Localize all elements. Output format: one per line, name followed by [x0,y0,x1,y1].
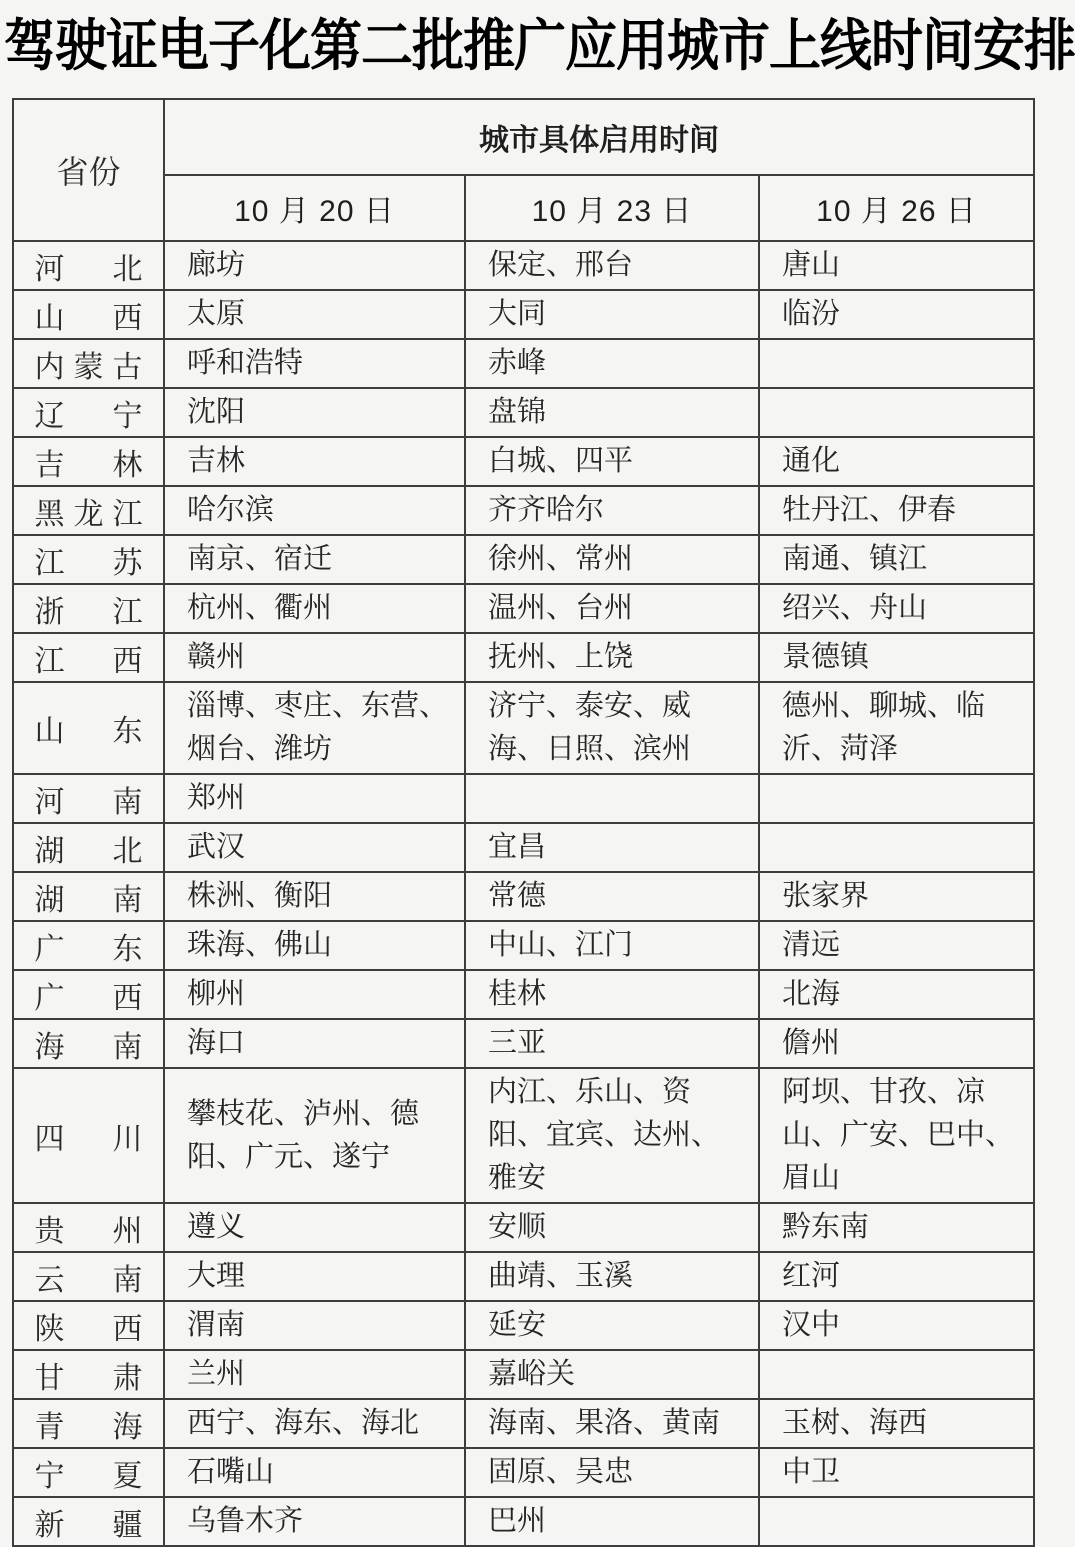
table-row-shaanxi [13,1301,1034,1350]
province-name: 湖北 [34,834,143,868]
cities-oct20-cell: 攀枝花、泸州、德阳、广元、遂宁 [164,1068,465,1203]
province-cell [13,1448,164,1497]
cities-oct20-cell: 株洲、衡阳 [164,872,465,921]
header-row-1 [13,99,1034,175]
cities-oct26-cell: 北海 [759,970,1034,1019]
table-row-guizhou [13,1203,1034,1252]
province-name: 江西 [34,644,143,678]
cities-oct20-cell: 石嘴山 [164,1448,465,1497]
table-row-henan [13,774,1034,823]
province-cell [13,535,164,584]
cities-oct26-cell: 汉中 [759,1301,1034,1350]
province-cell [13,584,164,633]
table-row-hubei [13,823,1034,872]
table-row-neimenggu [13,339,1034,388]
table-row-jilin [13,437,1034,486]
cities-oct23-cell: 齐齐哈尔 [465,486,759,535]
table-row-heilongjiang [13,486,1034,535]
table-row-liaoning [13,388,1034,437]
province-name: 浙江 [34,595,143,629]
province-name: 河北 [34,252,143,286]
table-row-hebei [13,241,1034,290]
cities-oct26-cell [759,774,1034,823]
table-row-hainan [13,1019,1034,1068]
cities-oct26-cell [759,823,1034,872]
province-cell [13,339,164,388]
table-row-sichuan [13,1068,1034,1203]
province-cell [13,1399,164,1448]
cities-oct26-cell [759,339,1034,388]
table-row-hunan [13,872,1034,921]
cities-oct23-cell: 白城、四平 [465,437,759,486]
cities-oct26-cell: 张家界 [759,872,1034,921]
date-header-oct20: 10 月 20 日 [164,175,465,241]
cities-oct20-cell: 兰州 [164,1350,465,1399]
rollout-schedule-table [12,98,1035,1547]
province-cell [13,823,164,872]
cities-oct20-cell: 遵义 [164,1203,465,1252]
cities-oct20-cell: 呼和浩特 [164,339,465,388]
province-cell [13,872,164,921]
cities-oct23-cell [465,774,759,823]
table-row-jiangsu [13,535,1034,584]
province-cell [13,1252,164,1301]
province-name: 内蒙古 [34,350,143,384]
cities-oct26-cell [759,1350,1034,1399]
cities-oct20-cell: 沈阳 [164,388,465,437]
cities-oct23-cell: 巴州 [465,1497,759,1546]
cities-oct23-cell: 安顺 [465,1203,759,1252]
cities-oct26-cell: 通化 [759,437,1034,486]
province-name: 甘肃 [34,1361,143,1395]
province-name: 四川 [34,1122,143,1156]
cities-oct26-cell: 绍兴、舟山 [759,584,1034,633]
cities-oct23-cell: 盘锦 [465,388,759,437]
cities-oct26-cell: 德州、聊城、临沂、菏泽 [759,682,1034,774]
cities-oct26-cell: 中卫 [759,1448,1034,1497]
province-name: 山西 [34,301,143,335]
province-cell [13,1301,164,1350]
province-cell [13,486,164,535]
province-cell [13,241,164,290]
province-cell [13,970,164,1019]
cities-oct20-cell: 太原 [164,290,465,339]
cities-oct23-cell: 海南、果洛、黄南 [465,1399,759,1448]
page-title: 驾驶证电子化第二批推广应用城市上线时间安排 [4,16,1075,78]
table-row-gansu [13,1350,1034,1399]
cities-oct20-cell: 淄博、枣庄、东营、烟台、潍坊 [164,682,465,774]
province-name: 新疆 [34,1508,143,1542]
province-name: 广东 [34,932,143,966]
cities-oct23-cell: 温州、台州 [465,584,759,633]
cities-oct23-cell: 内江、乐山、资阳、宜宾、达州、雅安 [465,1068,759,1203]
province-name: 陕西 [34,1312,143,1346]
cities-oct20-cell: 西宁、海东、海北 [164,1399,465,1448]
province-cell [13,290,164,339]
province-name: 江苏 [34,546,143,580]
cities-oct20-cell: 廊坊 [164,241,465,290]
cities-oct20-cell: 哈尔滨 [164,486,465,535]
table-row-shandong [13,682,1034,774]
cities-oct26-cell: 临汾 [759,290,1034,339]
table-row-zhejiang [13,584,1034,633]
cities-oct26-cell: 景德镇 [759,633,1034,682]
cities-oct20-cell: 南京、宿迁 [164,535,465,584]
cities-oct26-cell: 清远 [759,921,1034,970]
province-name: 青海 [34,1410,143,1444]
cities-oct20-cell: 乌鲁木齐 [164,1497,465,1546]
group-column-header: 城市具体启用时间 [164,99,1034,175]
province-cell [13,921,164,970]
date-header-oct26: 10 月 26 日 [759,175,1034,241]
cities-oct20-cell: 大理 [164,1252,465,1301]
cities-oct23-cell: 三亚 [465,1019,759,1068]
cities-oct20-cell: 赣州 [164,633,465,682]
province-cell [13,682,164,774]
province-cell [13,633,164,682]
cities-oct23-cell: 中山、江门 [465,921,759,970]
province-cell [13,1019,164,1068]
province-name: 宁夏 [34,1459,143,1493]
date-header-oct23: 10 月 23 日 [465,175,759,241]
province-name: 吉林 [34,448,143,482]
cities-oct26-cell: 牡丹江、伊春 [759,486,1034,535]
cities-oct20-cell: 吉林 [164,437,465,486]
cities-oct23-cell: 固原、吴忠 [465,1448,759,1497]
cities-oct23-cell: 保定、邢台 [465,241,759,290]
cities-oct20-cell: 郑州 [164,774,465,823]
cities-oct23-cell: 延安 [465,1301,759,1350]
province-cell [13,388,164,437]
cities-oct23-cell: 宜昌 [465,823,759,872]
cities-oct20-cell: 海口 [164,1019,465,1068]
province-column-header: 省份 [13,99,164,241]
table-row-jiangxi [13,633,1034,682]
province-name: 山东 [34,715,143,748]
cities-oct20-cell: 杭州、衢州 [164,584,465,633]
table-row-xinjiang [13,1497,1034,1546]
cities-oct20-cell: 武汉 [164,823,465,872]
cities-oct26-cell: 唐山 [759,241,1034,290]
province-name: 贵州 [34,1214,143,1248]
province-name: 湖南 [34,883,143,917]
table-row-guangxi [13,970,1034,1019]
table-row-yunnan [13,1252,1034,1301]
province-name: 辽宁 [34,399,143,433]
province-name: 海南 [34,1030,143,1064]
cities-oct26-cell: 黔东南 [759,1203,1034,1252]
cities-oct20-cell: 珠海、佛山 [164,921,465,970]
province-cell [13,1068,164,1203]
cities-oct23-cell: 赤峰 [465,339,759,388]
province-cell [13,1497,164,1546]
table-row-qinghai [13,1399,1034,1448]
cities-oct26-cell [759,388,1034,437]
cities-oct26-cell: 阿坝、甘孜、凉山、广安、巴中、眉山 [759,1068,1034,1203]
province-name: 黑龙江 [34,497,143,531]
table-row-ningxia [13,1448,1034,1497]
header-row-2 [13,175,1034,241]
cities-oct23-cell: 常德 [465,872,759,921]
province-cell [13,437,164,486]
province-name: 河南 [34,785,143,819]
cities-oct23-cell: 徐州、常州 [465,535,759,584]
cities-oct20-cell: 渭南 [164,1301,465,1350]
cities-oct23-cell: 桂林 [465,970,759,1019]
cities-oct23-cell: 济宁、泰安、威海、日照、滨州 [465,682,759,774]
province-cell [13,1203,164,1252]
table-row-guangdong [13,921,1034,970]
cities-oct26-cell: 南通、镇江 [759,535,1034,584]
cities-oct26-cell: 红河 [759,1252,1034,1301]
cities-oct23-cell: 大同 [465,290,759,339]
province-name: 云南 [34,1263,143,1297]
cities-oct26-cell: 玉树、海西 [759,1399,1034,1448]
cities-oct26-cell [759,1497,1034,1546]
cities-oct23-cell: 嘉峪关 [465,1350,759,1399]
cities-oct20-cell: 柳州 [164,970,465,1019]
cities-oct26-cell: 儋州 [759,1019,1034,1068]
province-name: 广西 [34,981,143,1015]
province-cell [13,774,164,823]
cities-oct23-cell: 抚州、上饶 [465,633,759,682]
cities-oct23-cell: 曲靖、玉溪 [465,1252,759,1301]
province-cell [13,1350,164,1399]
table-row-shanxi [13,290,1034,339]
